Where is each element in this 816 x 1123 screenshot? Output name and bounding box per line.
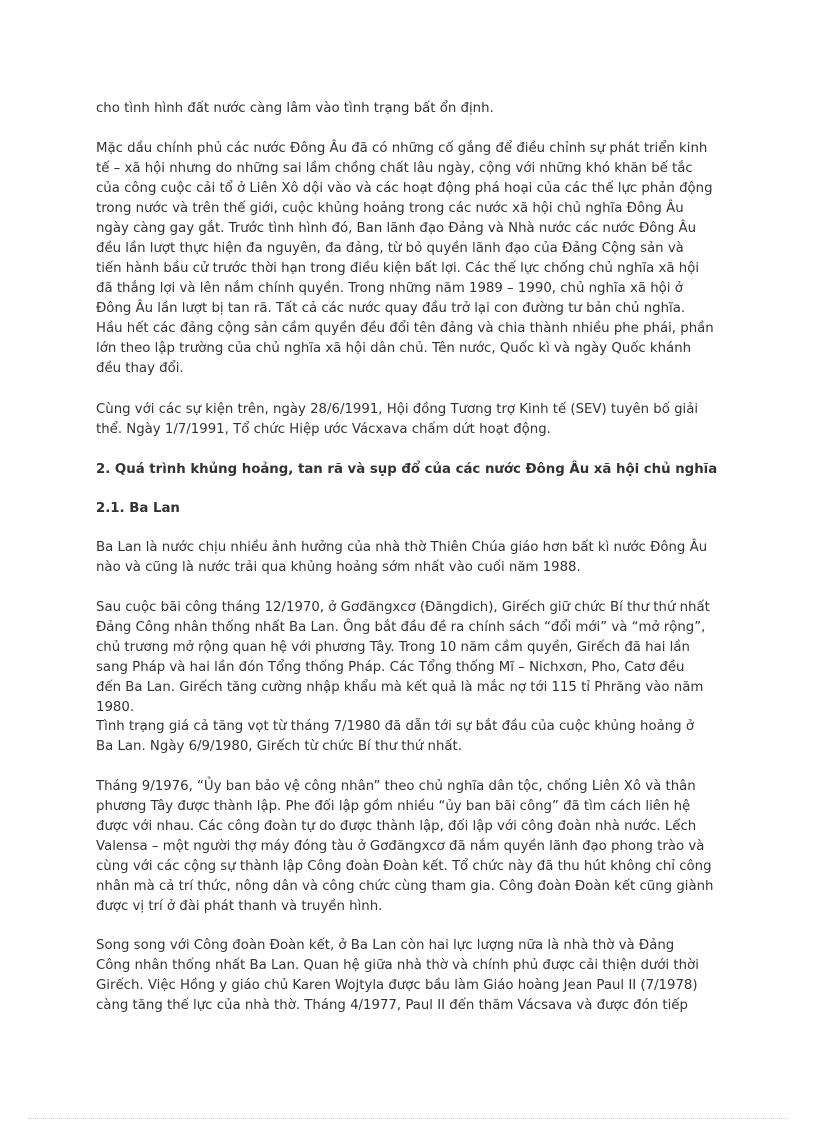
paragraph-poland-intro: Ba Lan là nước chịu nhiều ảnh hưởng của nhà thờ Thiên Chúa giáo hơn bất kì nước Đông Âu nào và cũng là nước trải qua khủng hoảng sớm nhất vào cuối năm 1988. <box>96 540 708 575</box>
section-heading-2-1: 2.1. Ba Lan <box>96 501 180 516</box>
paragraph-intro: cho tình hình đất nước càng lâm vào tình trạng bất ổn định. <box>96 101 494 116</box>
paragraph-gierek-policy: Sau cuộc bãi công tháng 12/1970, ở Gơđăngxcơ (Đăngdich), Girếch giữ chức Bí thư thứ nhất Đảng Công nhân thống nhất Ba Lan. Ông bắt đầu đề ra chính sách “đổi mới” và “mở rộng”, chủ trương mở rộng quan hệ với phương Tây. Trong 10 năm cầm quyền, Girếch đã hai lần sang Pháp và hai lần đón Tổng thống Pháp. Các Tổng thống Mĩ – Nichxơn, Pho, Catơ đều đến Ba Lan. Girếch tăng cường nhập khẩu mà kết quả là mắc nợ tới 115 tỉ Phrăng vào năm 1980. <box>96 600 710 715</box>
paragraph-eastern-europe-crisis: Mặc dầu chính phủ các nước Đông Âu đã có những cố gắng để điều chỉnh sự phát triển kinh tế – xã hội nhưng do những sai lầm chồng chất lâu ngày, cộng với những khó khăn bế tắc của công cuộc cải tổ ở Liên Xô dội vào và các hoạt động phá hoại của các thế lực phản động trong nước và trên thế giới, cuộc khủng hoảng trong các nước xã hội chủ nghĩa Đông Âu ngày càng gay gắt. Trước tình hình đó, Ban lãnh đạo Đảng và Nhà nước các nước Đông Âu đều lần lượt thực hiện đa nguyên, đa đảng, từ bỏ quyền lãnh đạo của Đảng Cộng sản và tiến hành bầu cử trước thời hạn trong điều kiện bất lợi. Các thế lực chống chủ nghĩa xã hội đã thắng lợi và lên nắm chính quyền. Trong những năm 1989 – 1990, chủ nghĩa xã hội ở Đông Âu lần lượt bị tan rã. Tất cả các nước quay đầu trở lại con đường tư bản chủ nghĩa. Hầu hết các đảng cộng sản cầm quyền đều đổi tên đảng và chia thành nhiều phe phái, phần lớn theo lập trường của chủ nghĩa xã hội dân chủ. Tên nước, Quốc kì và ngày Quốc khánh đều thay đổi. <box>96 141 714 376</box>
paragraph-solidarity: Tháng 9/1976, “Ủy ban bảo vệ công nhân” theo chủ nghĩa dân tộc, chống Liên Xô và thân phương Tây được thành lập. Phe đối lập gồm nhiều “ủy ban bãi công” đã tìm cách liên hệ được với nhau. Các công đoàn tự do được thành lập, đối lập với công đoàn nhà nước. Lếch Valensa – một người thợ máy đóng tàu ở Gơđăngxcơ đã nắm quyền lãnh đạo phong trào và cùng với các cộng sự thành lập Công đoàn Đoàn kết. Tổ chức này đã thu hút không chỉ công nhân mà cả trí thức, nông dân và công chức cùng tham gia. Công đoàn Đoàn kết cũng giành được vị trí ở đài phát thanh và truyền hình. <box>96 779 714 914</box>
paragraph-price-crisis: Tình trạng giá cả tăng vọt từ tháng 7/1980 đã dẫn tới sự bắt đầu của cuộc khủng hoảng ở Ba Lan. Ngày 6/9/1980, Girếch từ chức Bí thư thứ nhất. <box>96 719 694 754</box>
page-bottom-divider <box>28 1118 788 1119</box>
section-heading-2: 2. Quá trình khủng hoảng, tan rã và sụp đổ của các nước Đông Âu xã hội chủ nghĩa <box>96 462 718 477</box>
paragraph-church: Song song với Công đoàn Đoàn kết, ở Ba Lan còn hai lực lượng nữa là nhà thờ và Đảng Công nhân thống nhất Ba Lan. Quan hệ giữa nhà thờ và chính phủ được cải thiện dưới thời Girếch. Việc Hồng y giáo chủ Karen Wojtyla được bầu làm Giáo hoàng Jean Paul II (7/1978) càng tăng thế lực của nhà thờ. Tháng 4/1977, Paul II đến thăm Vácsava và được đón tiếp <box>96 938 699 1013</box>
paragraph-sev-dissolution: Cùng với các sự kiện trên, ngày 28/6/1991, Hội đồng Tương trợ Kinh tế (SEV) tuyên bố giải thể. Ngày 1/7/1991, Tổ chức Hiệp ước Vácxava chấm dứt hoạt động. <box>96 402 699 437</box>
